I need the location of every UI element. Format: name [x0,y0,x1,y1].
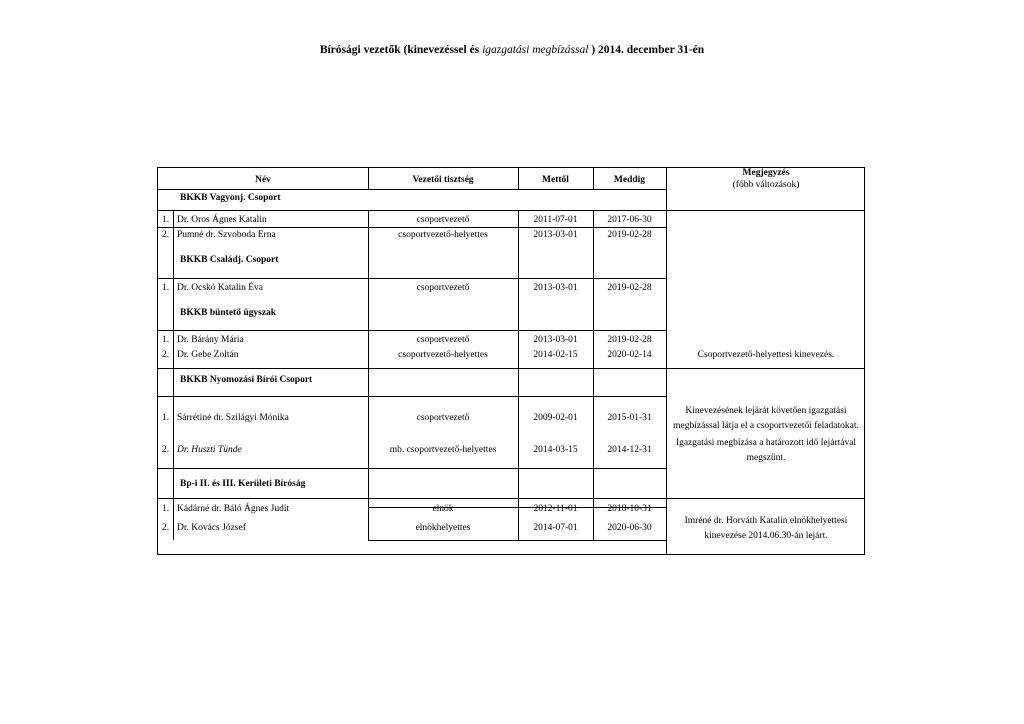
header-note-sub: (főbb változások) [732,180,800,190]
row-position: mb. csoportvezető-helyettes [389,445,497,455]
row-to: 2019-02-28 [607,283,652,293]
row-from: 2012-11-01 [533,504,578,514]
row-to: 2020-02-14 [607,350,652,360]
row-number: 2. [162,445,170,455]
row-note-line: Kinevezésének lejárát követően igazgatási [685,406,847,416]
row-note [666,514,866,544]
grid-line [158,210,864,211]
row-note-line: megszűnt. [746,453,786,463]
row-name: Kádárné dr. Báló Ágnes Judit [177,504,290,514]
leaders-table [157,167,865,555]
row-number: 1. [162,215,170,225]
title-part-1: Bírósági vezetők (kinevezéssel és [319,44,483,56]
row-position: csoportvezető [416,335,470,345]
grid-line [158,468,666,469]
row-from: 2014-07-01 [533,523,578,533]
row-position: elnökhelyettes [415,523,471,533]
row-to: 2019-02-28 [607,230,652,240]
row-from: 2014-02-15 [533,350,578,360]
group-title: BKKB Nyomozási Bírói Csoport [180,375,313,385]
row-name: Dr. Ocskó Katalin Éva [177,283,264,293]
grid-line [158,368,864,369]
grid-line [158,189,666,190]
row-number: 1. [162,283,170,293]
header-from: Mettől [542,175,569,185]
row-to: 2018-10-31 [607,504,652,514]
row-note-line: kinevezése 2014.06.30-án lejárt. [704,531,828,541]
row-from: 2013-03-01 [533,230,578,240]
row-number: 2. [162,350,170,360]
row-number: 1. [162,413,170,423]
header-position: Vezetői tisztség [412,175,474,185]
row-from: 2013-03-01 [533,335,578,345]
grid-line [158,498,864,499]
row-note: Csoportvezető-helyettesi kinevezés. [697,350,835,360]
grid-line [158,278,666,279]
row-from: 2014-03-15 [533,445,578,455]
row-number: 1. [162,504,170,514]
row-position: elnök [432,504,454,514]
row-to: 2014-12-31 [607,445,652,455]
row-name: Sárrétiné dr. Szilágyi Mónika [177,413,289,423]
grid-line [368,210,369,540]
row-number: 2. [162,230,170,240]
grid-line [368,540,666,541]
row-name: Dr. Huszti Tünde [177,445,242,455]
row-note [666,436,866,466]
row-name: Dr. Bárány Mária [177,335,244,345]
row-to: 2015-01-31 [607,413,652,423]
grid-line [173,210,174,540]
row-position: csoportvezető [416,413,470,423]
row-name: Pumné dr. Szvoboda Erna [177,230,276,240]
row-to: 2019-02-28 [607,335,652,345]
row-name: Dr. Oros Ágnes Katalin [177,215,267,225]
grid-line [666,168,667,554]
row-number: 1. [162,335,170,345]
row-to: 2017-06-30 [607,215,652,225]
row-note [666,404,866,434]
row-position: csoportvezető [416,283,470,293]
group-title: BKKB büntető ügyszak [180,308,277,318]
header-to: Meddig [613,175,646,185]
row-from: 2009-02-01 [533,413,578,423]
row-note-line: Igazgatási megbízása a határozott idő lejártával [675,438,857,448]
header-name: Név [255,175,271,185]
grid-line [593,210,594,540]
title-part-3: ) 2014. december 31-én [588,44,705,56]
row-note-line: Imréné dr. Horváth Katalin elnökhelyettesi [684,516,848,526]
grid-line [158,330,666,331]
group-title: BKKB Vagyonj. Csoport [180,193,281,203]
title-part-2: igazgatási megbízással [482,44,589,56]
header-note: Megjegyzés [742,168,790,178]
row-position: csoportvezető [416,215,470,225]
row-note-line: megbízással látja el a csoportvezetői feladatokat. [673,421,859,431]
group-title: BKKB Családj. Csoport [180,255,279,265]
row-number: 2. [162,523,170,533]
group-title: Bp-i II. és III. Kerületi Bíróság [180,479,306,489]
grid-line [158,227,666,228]
grid-line [158,396,666,397]
grid-line [518,210,519,540]
row-name: Dr. Kovács József [177,523,246,533]
row-position: csoportvezető-helyettes [398,230,488,240]
row-position: csoportvezető-helyettes [398,350,488,360]
row-to: 2020-06-30 [607,523,652,533]
document-title [0,44,1024,56]
row-from: 2013-03-01 [533,283,578,293]
row-name: Dr. Gebe Zoltán [177,350,239,360]
row-from: 2011-07-01 [533,215,578,225]
